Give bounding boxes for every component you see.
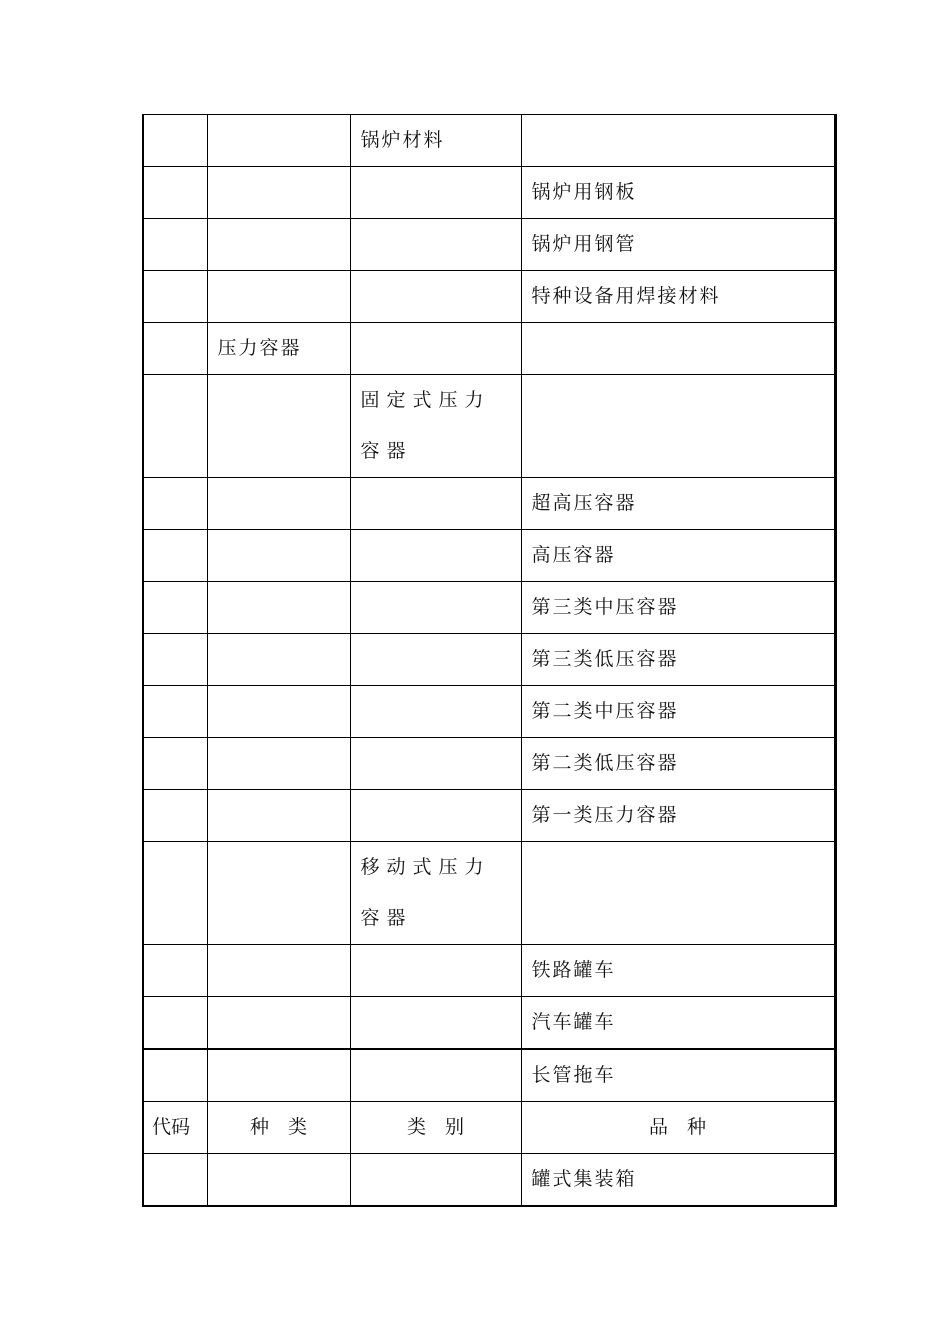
- table-row: [143, 945, 835, 997]
- table-row: [143, 219, 835, 271]
- type-cell: [207, 686, 350, 738]
- category-cell: [350, 582, 521, 634]
- code-cell: [143, 686, 207, 738]
- variety-cell: 第二类中压容器: [521, 686, 835, 738]
- type-cell: [207, 738, 350, 790]
- type-cell: [207, 530, 350, 582]
- table-row: [143, 686, 835, 738]
- variety-cell: 汽车罐车: [521, 997, 835, 1050]
- variety-cell: 高压容器: [521, 530, 835, 582]
- type-cell: [207, 167, 350, 219]
- category-cell: [350, 167, 521, 219]
- type-cell: [207, 582, 350, 634]
- table-row: [143, 997, 835, 1050]
- variety-cell: [521, 115, 835, 167]
- type-cell: [207, 1154, 350, 1207]
- category-cell: [350, 478, 521, 530]
- variety-cell: 特种设备用焊接材料: [521, 271, 835, 323]
- category-cell: [350, 738, 521, 790]
- category-cell: [350, 634, 521, 686]
- type-cell: [207, 375, 350, 478]
- header-code: 代码: [143, 1102, 207, 1154]
- table-row: [143, 530, 835, 582]
- variety-cell: 长管拖车: [521, 1049, 835, 1102]
- type-cell: [207, 945, 350, 997]
- code-cell: [143, 945, 207, 997]
- code-cell: [143, 842, 207, 945]
- header-category: 类 别: [350, 1102, 521, 1154]
- category-cell: [350, 323, 521, 375]
- category-cell: [350, 790, 521, 842]
- variety-cell: [521, 842, 835, 945]
- category-cell: [350, 686, 521, 738]
- code-cell: [143, 1154, 207, 1207]
- category-cell: [350, 219, 521, 271]
- code-cell: [143, 738, 207, 790]
- category-cell: 锅炉材料: [350, 115, 521, 167]
- code-cell: [143, 375, 207, 478]
- table-row: [143, 1154, 835, 1207]
- category-cell: [350, 945, 521, 997]
- type-cell: [207, 634, 350, 686]
- type-cell: 压力容器: [207, 323, 350, 375]
- table-header-row: [143, 1102, 835, 1154]
- code-cell: [143, 219, 207, 271]
- type-cell: [207, 790, 350, 842]
- type-cell: [207, 842, 350, 945]
- variety-cell: 超高压容器: [521, 478, 835, 530]
- category-cell: 固定式压力容器: [350, 375, 521, 478]
- header-type: 种 类: [207, 1102, 350, 1154]
- category-cell: [350, 1154, 521, 1207]
- code-cell: [143, 582, 207, 634]
- code-cell: [143, 167, 207, 219]
- code-cell: [143, 634, 207, 686]
- table-row: [143, 842, 835, 945]
- code-cell: [143, 1049, 207, 1102]
- variety-cell: 锅炉用钢板: [521, 167, 835, 219]
- table-row: [143, 375, 835, 478]
- variety-cell: 罐式集装箱: [521, 1154, 835, 1207]
- type-cell: [207, 271, 350, 323]
- type-cell: [207, 219, 350, 271]
- header-variety: 品 种: [521, 1102, 835, 1154]
- code-cell: [143, 790, 207, 842]
- type-cell: [207, 115, 350, 167]
- category-cell: [350, 1049, 521, 1102]
- variety-cell: 第二类低压容器: [521, 738, 835, 790]
- code-cell: [143, 323, 207, 375]
- variety-cell: 第三类中压容器: [521, 582, 835, 634]
- type-cell: [207, 478, 350, 530]
- code-cell: [143, 530, 207, 582]
- variety-cell: [521, 323, 835, 375]
- type-cell: [207, 1049, 350, 1102]
- variety-cell: 第一类压力容器: [521, 790, 835, 842]
- variety-cell: 锅炉用钢管: [521, 219, 835, 271]
- category-cell: [350, 997, 521, 1050]
- table-row: [143, 738, 835, 790]
- code-cell: [143, 997, 207, 1050]
- type-cell: [207, 997, 350, 1050]
- table-row: [143, 790, 835, 842]
- code-cell: [143, 271, 207, 323]
- category-cell: 移动式压力容器: [350, 842, 521, 945]
- table-row: [143, 1049, 835, 1102]
- table-row: [143, 478, 835, 530]
- table-row: [143, 323, 835, 375]
- table-row: [143, 167, 835, 219]
- equipment-catalog-table: [142, 114, 837, 1207]
- table-row: [143, 634, 835, 686]
- table-row: [143, 115, 835, 167]
- variety-cell: [521, 375, 835, 478]
- variety-cell: 第三类低压容器: [521, 634, 835, 686]
- category-cell: [350, 271, 521, 323]
- table-row: [143, 271, 835, 323]
- code-cell: [143, 478, 207, 530]
- table-row: [143, 582, 835, 634]
- code-cell: [143, 115, 207, 167]
- variety-cell: 铁路罐车: [521, 945, 835, 997]
- category-cell: [350, 530, 521, 582]
